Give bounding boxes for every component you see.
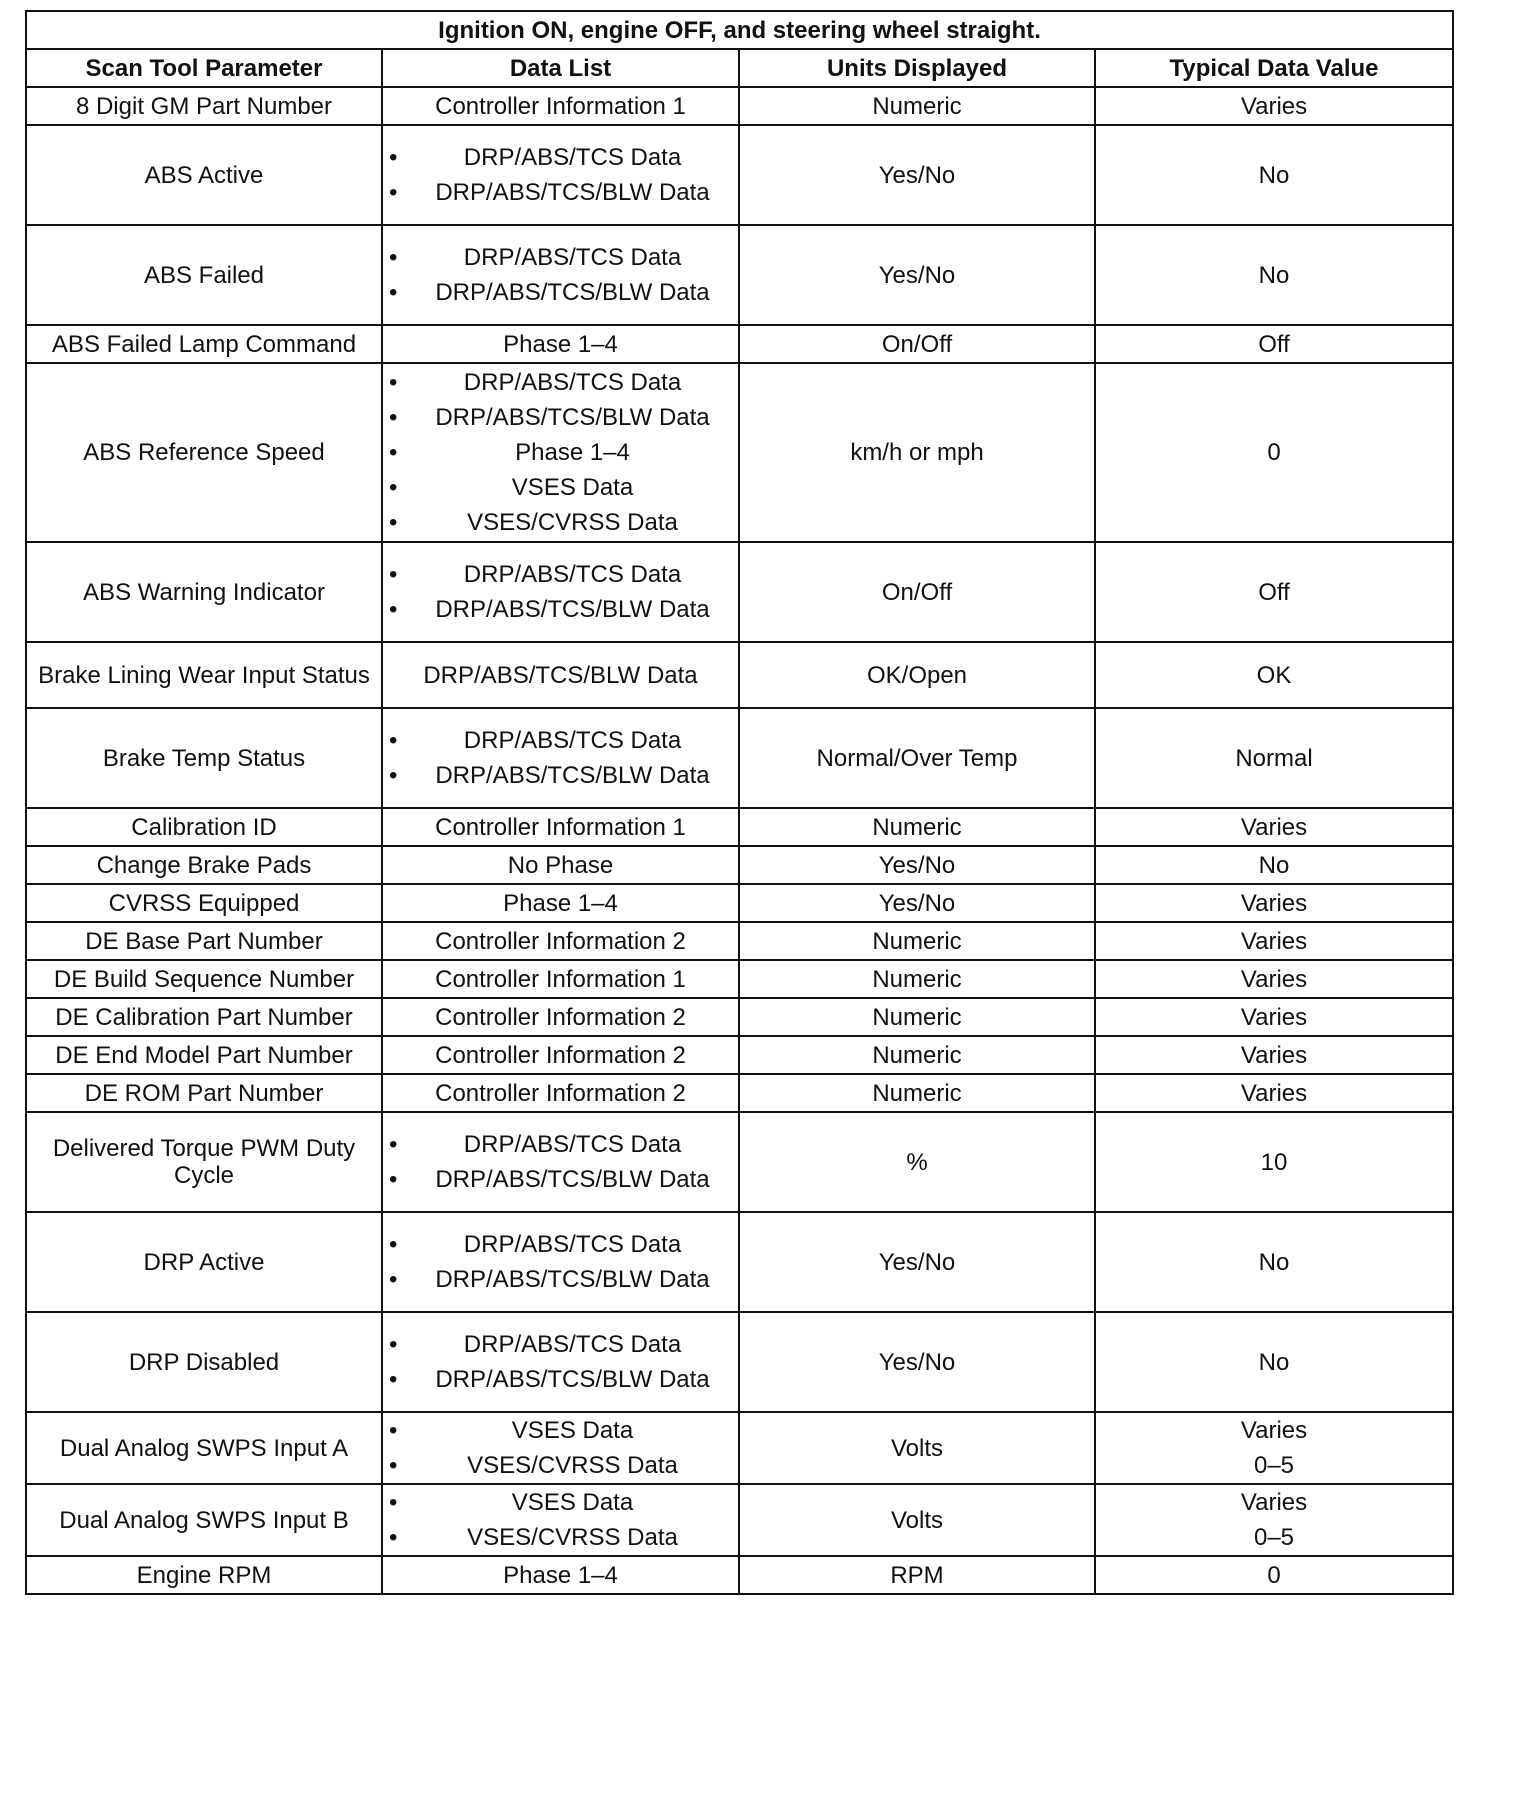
cell-data-list: DRP/ABS/TCS/BLW Data [382,642,739,708]
cell-scan-tool-parameter: ABS Reference Speed [26,363,382,542]
table-row [26,1212,1453,1312]
cell-data-list [382,1484,739,1556]
cell-scan-tool-parameter: DE Build Sequence Number [26,960,382,998]
data-list-item: • DRP/ABS/TCS Data [389,1327,732,1362]
data-list-item: • DRP/ABS/TCS/BLW Data [389,1362,732,1397]
table-row [26,87,1453,125]
cell-typical-data-value [1095,1212,1453,1312]
typical-value-line: Varies [1240,1417,1308,1444]
cell-units-displayed: Numeric [739,1036,1095,1074]
table-row [26,1484,1453,1556]
cell-data-list: Controller Information 1 [382,808,739,846]
cell-typical-data-value [1095,922,1453,960]
cell-scan-tool-parameter: ABS Failed Lamp Command [26,325,382,363]
cell-scan-tool-parameter: DE End Model Part Number [26,1036,382,1074]
cell-typical-data-value [1095,884,1453,922]
table-row [26,846,1453,884]
cell-typical-data-value [1095,363,1453,542]
cell-typical-data-value [1095,225,1453,325]
cell-scan-tool-parameter: Calibration ID [26,808,382,846]
data-list-item: • DRP/ABS/TCS/BLW Data [389,400,732,435]
cell-scan-tool-parameter: CVRSS Equipped [26,884,382,922]
table-row [26,1112,1453,1212]
data-list-items [389,240,732,310]
cell-typical-data-value [1095,1112,1453,1212]
cell-units-displayed: Numeric [739,960,1095,998]
cell-scan-tool-parameter: DE Base Part Number [26,922,382,960]
table-row [26,808,1453,846]
cell-data-list [382,125,739,225]
data-list-items [389,140,732,210]
header-typical-data-value: Typical Data Value [1095,49,1453,87]
header-row [26,49,1453,87]
cell-typical-data-value [1095,542,1453,642]
data-list-item: • DRP/ABS/TCS Data [389,240,732,275]
data-list-items [389,1327,732,1397]
cell-units-displayed: Volts [739,1412,1095,1484]
cell-typical-data-value [1095,960,1453,998]
typical-value-line: 0–5 [1253,1524,1295,1551]
cell-scan-tool-parameter: DE ROM Part Number [26,1074,382,1112]
data-list-item: • DRP/ABS/TCS Data [389,557,732,592]
typical-value-line: Varies [1240,1003,1308,1031]
typical-value-line: No [1258,261,1290,289]
table-row [26,1312,1453,1412]
data-list-items [389,723,732,793]
data-list-item: • VSES Data [389,1413,732,1448]
data-list-item: • Phase 1–4 [389,435,732,470]
typical-value-line: 0–5 [1253,1452,1295,1479]
typical-value-line: Off [1258,578,1290,606]
cell-typical-data-value [1095,87,1453,125]
cell-typical-data-value [1095,1312,1453,1412]
cell-data-list [382,1312,739,1412]
cell-data-list [382,708,739,808]
cell-units-displayed: OK/Open [739,642,1095,708]
cell-typical-data-value [1095,1036,1453,1074]
cell-scan-tool-parameter: Brake Lining Wear Input Status [26,642,382,708]
typical-value-line: Varies [1240,1079,1308,1107]
cell-units-displayed: Yes/No [739,884,1095,922]
table-row [26,708,1453,808]
typical-value-line: No [1258,851,1290,879]
cell-typical-data-value [1095,708,1453,808]
table-row [26,642,1453,708]
cell-typical-data-value [1095,808,1453,846]
cell-scan-tool-parameter: Delivered Torque PWM Duty Cycle [26,1112,382,1212]
table-row [26,1412,1453,1484]
table-row [26,922,1453,960]
table-row [26,1556,1453,1594]
cell-data-list [382,1412,739,1484]
table-body [26,87,1453,1594]
caption-row [26,11,1453,49]
typical-value-line: Varies [1240,1041,1308,1069]
typical-value-line: Varies [1240,1489,1308,1516]
data-list-item: • DRP/ABS/TCS/BLW Data [389,1162,732,1197]
data-list-item: • DRP/ABS/TCS Data [389,1227,732,1262]
cell-typical-data-value [1095,1074,1453,1112]
cell-typical-data-value [1095,125,1453,225]
typical-value-line: Varies [1240,927,1308,955]
cell-units-displayed: Volts [739,1484,1095,1556]
cell-scan-tool-parameter: DE Calibration Part Number [26,998,382,1036]
cell-units-displayed: On/Off [739,325,1095,363]
cell-scan-tool-parameter: DRP Active [26,1212,382,1312]
cell-units-displayed: Normal/Over Temp [739,708,1095,808]
cell-typical-data-value [1095,846,1453,884]
cell-units-displayed: Yes/No [739,846,1095,884]
data-list-items [389,365,732,540]
data-list-items [389,1485,732,1555]
cell-typical-data-value [1095,642,1453,708]
cell-scan-tool-parameter: Engine RPM [26,1556,382,1594]
cell-scan-tool-parameter: ABS Active [26,125,382,225]
data-list-item: • VSES/CVRSS Data [389,1520,732,1555]
data-list-item: • DRP/ABS/TCS Data [389,140,732,175]
cell-data-list [382,542,739,642]
data-list-item: • DRP/ABS/TCS/BLW Data [389,592,732,627]
cell-units-displayed: Yes/No [739,1212,1095,1312]
typical-value-line: 0 [1267,439,1281,466]
data-list-item: • DRP/ABS/TCS Data [389,365,732,400]
data-list-item: • VSES/CVRSS Data [389,1448,732,1483]
cell-typical-data-value [1095,325,1453,363]
cell-scan-tool-parameter: ABS Failed [26,225,382,325]
cell-typical-data-value [1095,1484,1453,1556]
table-row [26,363,1453,542]
cell-units-displayed: Yes/No [739,1312,1095,1412]
typical-value-line: Varies [1240,889,1308,917]
typical-value-line: No [1258,161,1290,189]
cell-scan-tool-parameter: Dual Analog SWPS Input A [26,1412,382,1484]
table-row [26,542,1453,642]
cell-units-displayed: On/Off [739,542,1095,642]
typical-value-line: Off [1258,330,1290,358]
data-list-item: • DRP/ABS/TCS Data [389,723,732,758]
data-list-item: • DRP/ABS/TCS/BLW Data [389,275,732,310]
typical-value-line: No [1258,1248,1290,1276]
data-list-item: • DRP/ABS/TCS/BLW Data [389,758,732,793]
cell-units-displayed: Numeric [739,87,1095,125]
header-data-list: Data List [382,49,739,87]
cell-units-displayed: km/h or mph [739,363,1095,542]
data-list-item: • VSES/CVRSS Data [389,505,732,540]
typical-value-line: Varies [1240,92,1308,120]
cell-units-displayed: Numeric [739,1074,1095,1112]
cell-data-list: Phase 1–4 [382,884,739,922]
table-row [26,998,1453,1036]
data-list-item: • VSES Data [389,1485,732,1520]
cell-data-list: Controller Information 1 [382,960,739,998]
cell-data-list [382,1212,739,1312]
table-row [26,325,1453,363]
header-scan-tool-parameter: Scan Tool Parameter [26,49,382,87]
data-list-item: • DRP/ABS/TCS/BLW Data [389,1262,732,1297]
cell-scan-tool-parameter: DRP Disabled [26,1312,382,1412]
table-caption: Ignition ON, engine OFF, and steering wheel straight. [26,11,1453,49]
cell-units-displayed: RPM [739,1556,1095,1594]
cell-units-displayed: Yes/No [739,225,1095,325]
cell-scan-tool-parameter: 8 Digit GM Part Number [26,87,382,125]
data-list-items [389,1227,732,1297]
typical-value-line: Varies [1240,813,1308,841]
cell-data-list [382,1112,739,1212]
typical-value-line: Varies [1240,965,1308,993]
typical-value-line: Normal [1235,744,1313,772]
cell-typical-data-value [1095,1556,1453,1594]
typical-value-line: No [1258,1348,1290,1376]
cell-data-list: Controller Information 2 [382,1074,739,1112]
typical-value-line: 10 [1260,1148,1288,1176]
cell-data-list: No Phase [382,846,739,884]
cell-data-list: Controller Information 1 [382,87,739,125]
cell-scan-tool-parameter: Brake Temp Status [26,708,382,808]
data-list-items [389,557,732,627]
typical-value-line: OK [1256,661,1292,689]
cell-data-list: Phase 1–4 [382,325,739,363]
cell-units-displayed: Numeric [739,998,1095,1036]
table-row [26,1074,1453,1112]
table-row [26,884,1453,922]
cell-scan-tool-parameter: ABS Warning Indicator [26,542,382,642]
scan-tool-data-table [25,10,1454,1595]
cell-scan-tool-parameter: Change Brake Pads [26,846,382,884]
cell-data-list: Phase 1–4 [382,1556,739,1594]
table-row [26,960,1453,998]
cell-data-list: Controller Information 2 [382,1036,739,1074]
cell-units-displayed: Yes/No [739,125,1095,225]
data-list-item: • DRP/ABS/TCS Data [389,1127,732,1162]
header-units-displayed: Units Displayed [739,49,1095,87]
data-list-item: • VSES Data [389,470,732,505]
data-list-items [389,1127,732,1197]
cell-units-displayed: Numeric [739,922,1095,960]
table-row [26,225,1453,325]
cell-units-displayed: % [739,1112,1095,1212]
cell-typical-data-value [1095,1412,1453,1484]
cell-data-list [382,363,739,542]
cell-scan-tool-parameter: Dual Analog SWPS Input B [26,1484,382,1556]
cell-data-list [382,225,739,325]
table-row [26,1036,1453,1074]
cell-data-list: Controller Information 2 [382,998,739,1036]
table-row [26,125,1453,225]
cell-units-displayed: Numeric [739,808,1095,846]
data-list-items [389,1413,732,1483]
data-list-item: • DRP/ABS/TCS/BLW Data [389,175,732,210]
cell-data-list: Controller Information 2 [382,922,739,960]
typical-value-line: 0 [1267,1561,1281,1589]
cell-typical-data-value [1095,998,1453,1036]
